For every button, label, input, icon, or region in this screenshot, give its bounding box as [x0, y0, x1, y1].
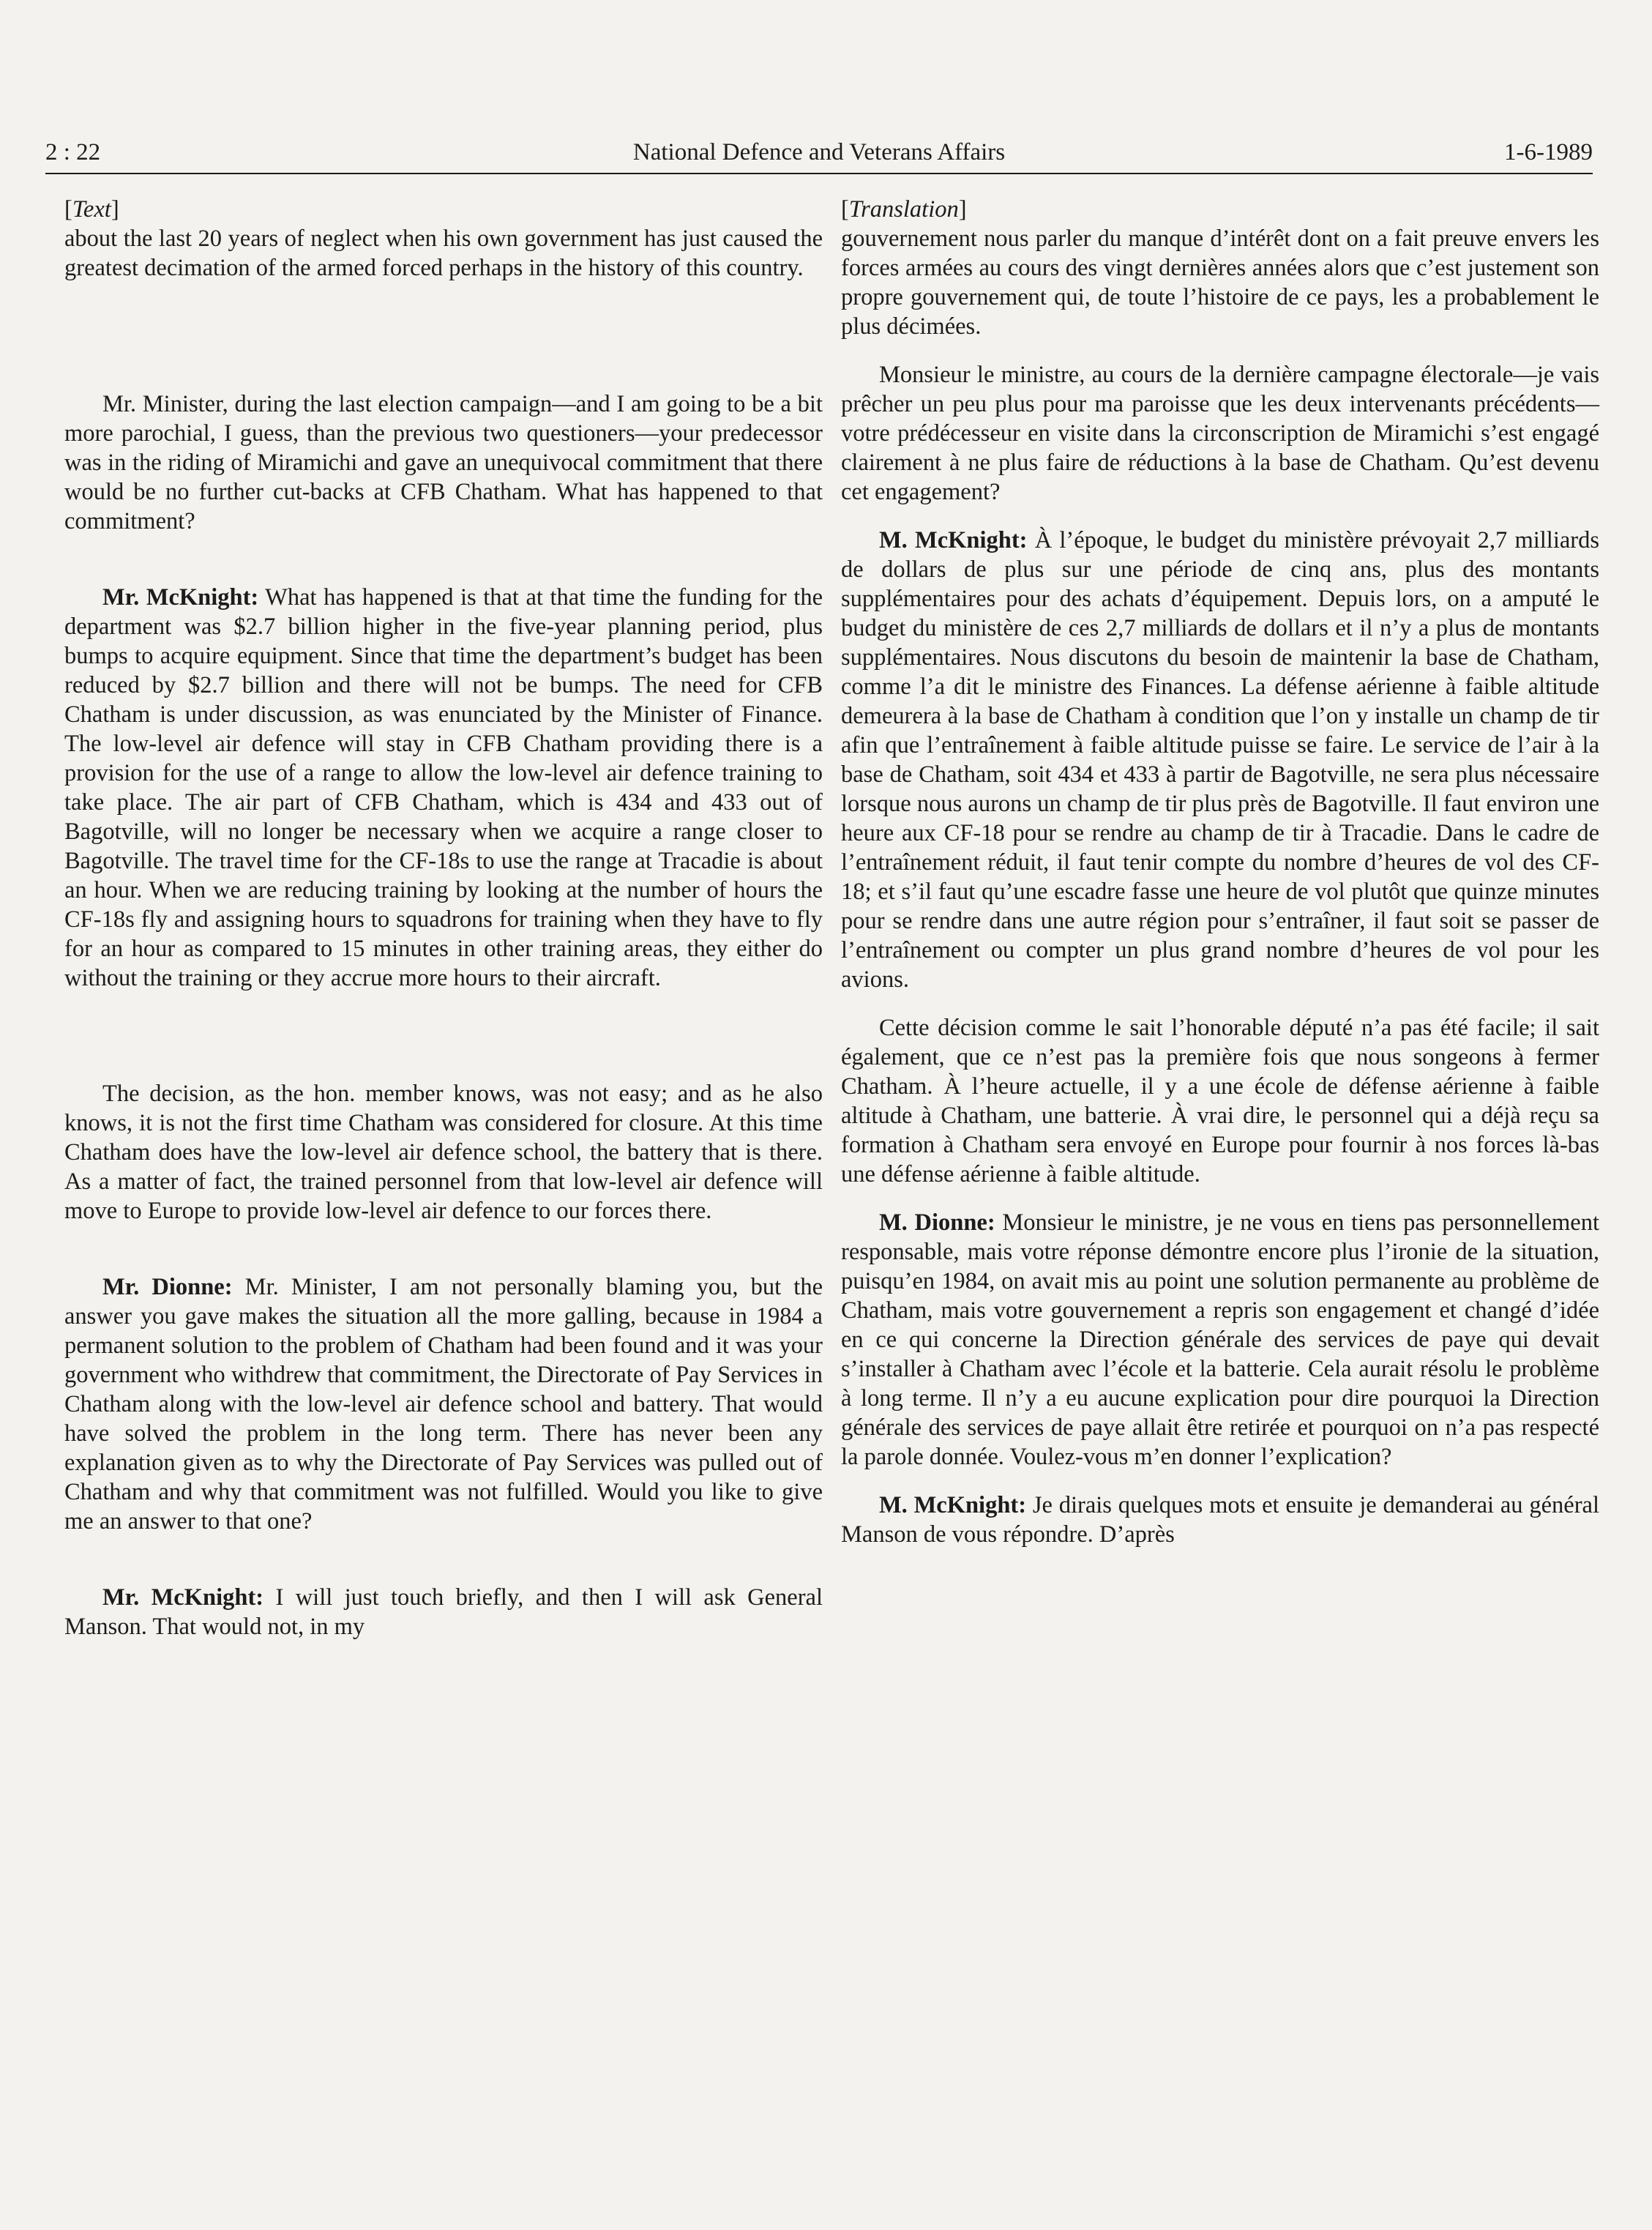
page-number: 2 : 22	[45, 139, 101, 165]
speaker-name: Mr. McKnight:	[102, 584, 259, 611]
paragraph	[64, 389, 823, 536]
language-tag-translation: [Translation]	[841, 196, 967, 223]
paragraph	[841, 224, 1599, 341]
paragraph	[841, 526, 1599, 994]
paragraph	[64, 1583, 823, 1641]
paragraph	[64, 224, 823, 283]
paragraph	[841, 1208, 1599, 1472]
paragraph-text: I will just touch briefly, and then I will ask General Manson. That would not, in my	[64, 1584, 823, 1640]
paragraph	[64, 583, 823, 993]
header-date: 1-6-1989	[1504, 139, 1593, 165]
paragraph-text: Monsieur le ministre, je ne vous en tiens pas personnellement responsable, mais votre réponse démontre encore plus l’ironie de la situation, puisqu’en 1984, on avait mis au point une solution permanente au problème de Chatham, mais votre gouvernement a repris son engagement et changé d’idée en ce qui concerne la Direction générale des services de paye qui devait s’installer à Chatham avec l’école et la batterie. Cela aurait résolu le problème à long terme. Il n’y a eu aucune explication pour dire pourquoi la Direction générale des services de paye allait être retirée et pourquoi on n’a pas respecté la parole donnée. Voulez-vous m’en donner l’explication?	[841, 1209, 1599, 1470]
paragraph-text: Cette décision comme le sait l’honorable député n’a pas été facile; il sait également, que ce n’est pas la première fois que nous songeons à fermer Chatham. À l’heure actuelle, il y a une école de défense aérienne à faible altitude à Chatham, une batterie. À vrai dire, le personnel qui a déjà reçu sa formation à Chatham sera envoyé en Europe pour fournir à nos forces là-bas une défense aérienne à faible altitude.	[841, 1015, 1599, 1187]
speaker-name: Mr. Dionne:	[102, 1274, 233, 1300]
speaker-name: Mr. McKnight:	[102, 1584, 264, 1611]
paragraph	[64, 1272, 823, 1536]
page-header	[45, 133, 1593, 171]
paragraph	[841, 1013, 1599, 1189]
language-tag-text: [Text]	[64, 196, 119, 223]
paragraph-text: Monsieur le ministre, au cours de la dernière campagne électorale—je vais prêcher un peu plus pour ma paroisse que les deux intervenants précédents—votre prédécesseur en visite dans la circonscription de Miramichi s’est engagé clairement à ne plus faire de réductions à la base de Chatham. Qu’est devenu cet engagement?	[841, 362, 1599, 505]
speaker-name: M. McKnight:	[879, 527, 1028, 553]
header-rule	[45, 173, 1593, 174]
french-column	[841, 195, 1599, 1549]
publication-title: National Defence and Veterans Affairs	[632, 139, 1006, 165]
paragraph-text: Mr. Minister, I am not personally blaming you, but the answer you gave makes the situation all the more galling, because in 1984 a permanent solution to the problem of Chatham had been found and it was your government who withdrew that commitment, the Directorate of Pay Services in Chatham along with the low-level air defence school and battery. That would have solved the problem in the long term. There has never been any explanation given as to why the Directorate of Pay Services was pulled out of Chatham and why that commitment was not fulfilled. Would you like to give me an answer to that one?	[64, 1274, 823, 1534]
paragraph-text: Mr. Minister, during the last election campaign—and I am going to be a bit more parochial, I guess, than the previous two questioners—your predecessor was in the riding of Miramichi and gave an unequivocal commitment that there would be no further cut-backs at CFB Chatham. What has happened to that commitment?	[64, 391, 823, 534]
paragraph-text: What has happened is that at that time the funding for the department was $2.7 billion higher in the five-year planning period, plus bumps to acquire equipment. Since that time the department’s budget has been reduced by $2.7 billion and there will not be bumps. The need for CFB Chatham is under discussion, as was enunciated by the Minister of Finance. The low-level air defence will stay in CFB Chatham providing there is a provision for the use of a range to allow the low-level air defence training to take place. The air part of CFB Chatham, which is 434 and 433 out of Bagotville, will no longer be necessary when we acquire a range closer to Bagotville. The travel time for the CF-18s to use the range at Tracadie is about an hour. When we are reducing training by looking at the number of hours the CF-18s fly and assigning hours to squadrons for training when they have to fly for an hour as compared to 15 minutes in other training areas, they either do without the training or they accrue more hours to their aircraft.	[64, 584, 823, 991]
english-column	[64, 195, 823, 1641]
speaker-name: M. McKnight:	[879, 1492, 1027, 1518]
paragraph-text: The decision, as the hon. member knows, was not easy; and as he also knows, it is not the first time Chatham was considered for closure. At this time Chatham does have the low-level air defence school, the battery that is there. As a matter of fact, the trained personnel from that low-level air defence will move to Europe to provide low-level air defence to our forces there.	[64, 1081, 823, 1224]
paragraph	[841, 1491, 1599, 1549]
speaker-name: M. Dionne:	[879, 1209, 995, 1236]
paragraph-text: Je dirais quelques mots et ensuite je demanderai au général Manson de vous répondre. D’après	[841, 1492, 1599, 1548]
paragraph-text: about the last 20 years of neglect when his own government has just caused the greatest decimation of the armed forced perhaps in the history of this country.	[64, 225, 823, 281]
paragraph	[841, 360, 1599, 507]
paragraph-text: gouvernement nous parler du manque d’intérêt dont on a fait preuve envers les forces armées au cours des vingt dernières années alors que c’est justement son propre gouvernement qui, de toute l’histoire de ce pays, les a probablement le plus décimées.	[841, 225, 1599, 340]
paragraph	[64, 1079, 823, 1226]
paragraph-text: À l’époque, le budget du ministère prévoyait 2,7 milliards de dollars de plus sur une période de cinq ans, plus des montants supplémentaires pour des achats d’équipement. Depuis lors, on a amputé le budget du ministère de ces 2,7 milliards de dollars et il n’y a plus de montants supplémentaires. Nous discutons du besoin de maintenir la base de Chatham, comme l’a dit le ministre des Finances. La défense aérienne à faible altitude demeurera à la base de Chatham à condition que l’on y installe un champ de tir afin que l’entraînement à faible altitude puisse se faire. Le service de l’air à la base de Chatham, soit 434 et 433 à partir de Bagotville, ne sera plus nécessaire lorsque nous aurons un champ de tir plus près de Bagotville. Il faut environ une heure aux CF-18 pour se rendre au champ de tir à Tracadie. Dans le cadre de l’entraînement réduit, il faut tenir compte du nombre d’heures de vol des CF-18; et s’il faut qu’une escadre fasse une heure de vol plutôt que quinze minutes pour se rendre dans une autre région pour s’entraîner, il faut soit se passer de l’entraînement ou compter un plus grand nombre d’heures de vol pour les avions.	[841, 527, 1599, 993]
